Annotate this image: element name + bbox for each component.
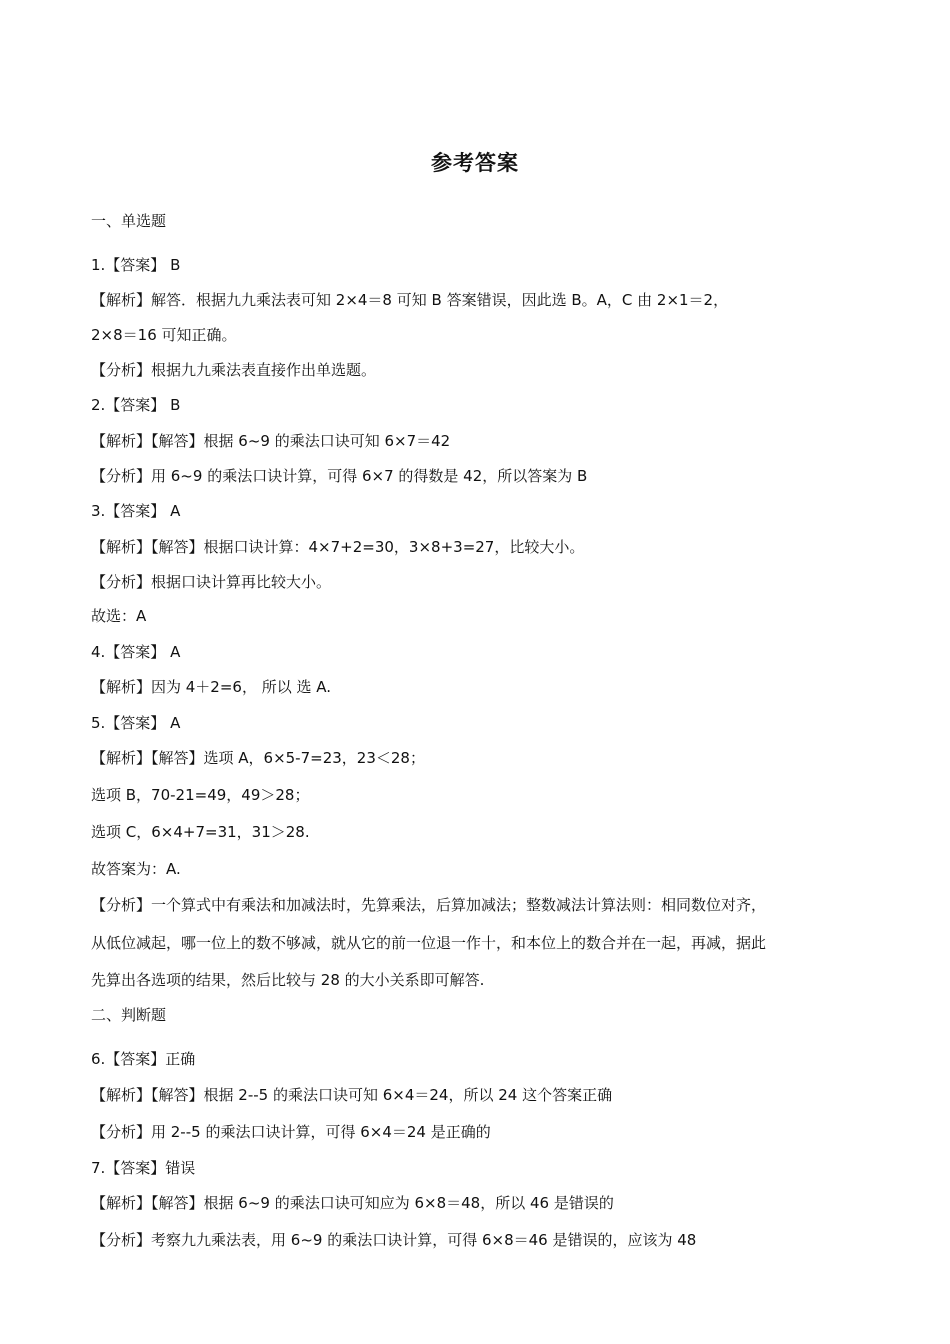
q7-answer: 7.【答案】错误 (91, 1159, 196, 1177)
q6-note: 【分析】用 2--5 的乘法口诀计算，可得 6×4＝24 是正确的 (91, 1123, 491, 1141)
q1-note: 【分析】根据九九乘法表直接作出单选题。 (91, 361, 377, 379)
q2-answer: 2.【答案】 B (91, 396, 181, 414)
section-heading-single-choice: 一、单选题 (91, 212, 167, 230)
q1-answer: 1.【答案】 B (91, 256, 181, 274)
q3-note: 【分析】根据口诀计算再比较大小。 (91, 573, 332, 591)
q5-answer: 5.【答案】 A (91, 714, 181, 732)
q5-note-line1: 【分析】一个算式中有乘法和加减法时，先算乘法，后算加减法；整数减法计算法则：相同数位对齐， (91, 896, 767, 914)
q6-answer: 6.【答案】正确 (91, 1050, 196, 1068)
q3-analysis: 【解析】【解答】根据口诀计算：4×7+2=30，3×8+3=27，比较大小。 (91, 538, 585, 556)
q5-analysis: 【解析】【解答】选项 A，6×5-7=23，23＜28； (91, 749, 425, 767)
q3-conclusion: 故选：A (91, 607, 147, 625)
q5-note-line3: 先算出各选项的结果，然后比较与 28 的大小关系即可解答. (91, 971, 485, 989)
q7-analysis: 【解析】【解答】根据 6~9 的乘法口诀可知应为 6×8＝48，所以 46 是错误的 (91, 1194, 614, 1212)
page-title: 参考答案 (431, 151, 519, 175)
q4-answer: 4.【答案】 A (91, 643, 181, 661)
q5-option-c: 选项 C，6×4+7=31，31＞28. (91, 823, 310, 841)
q5-option-b: 选项 B，70-21=49，49＞28； (91, 786, 310, 804)
q2-analysis: 【解析】【解答】根据 6~9 的乘法口诀可知 6×7＝42 (91, 432, 451, 450)
q4-analysis: 【解析】因为 4＋2=6， 所以 选 A. (91, 678, 332, 696)
q6-analysis: 【解析】【解答】根据 2--5 的乘法口诀可知 6×4＝24，所以 24 这个答案正确 (91, 1086, 613, 1104)
q5-conclusion: 故答案为：A. (91, 860, 181, 878)
q7-note: 【分析】考察九九乘法表，用 6~9 的乘法口诀计算，可得 6×8＝46 是错误的，应该为 48 (91, 1231, 697, 1249)
q1-analysis-line1: 【解析】解答．根据九九乘法表可知 2×4＝8 可知 B 答案错误，因此选 B。A，C 由 2×1＝2， (91, 291, 729, 309)
section-heading-true-false: 二、判断题 (91, 1006, 167, 1024)
q1-analysis-line2: 2×8＝16 可知正确。 (91, 326, 237, 344)
q3-answer: 3.【答案】 A (91, 502, 181, 520)
q5-note-line2: 从低位减起，哪一位上的数不够减，就从它的前一位退一作十，和本位上的数合并在一起，再减，据此 (91, 934, 767, 952)
q2-note: 【分析】用 6~9 的乘法口诀计算，可得 6×7 的得数是 42，所以答案为 B (91, 467, 588, 485)
